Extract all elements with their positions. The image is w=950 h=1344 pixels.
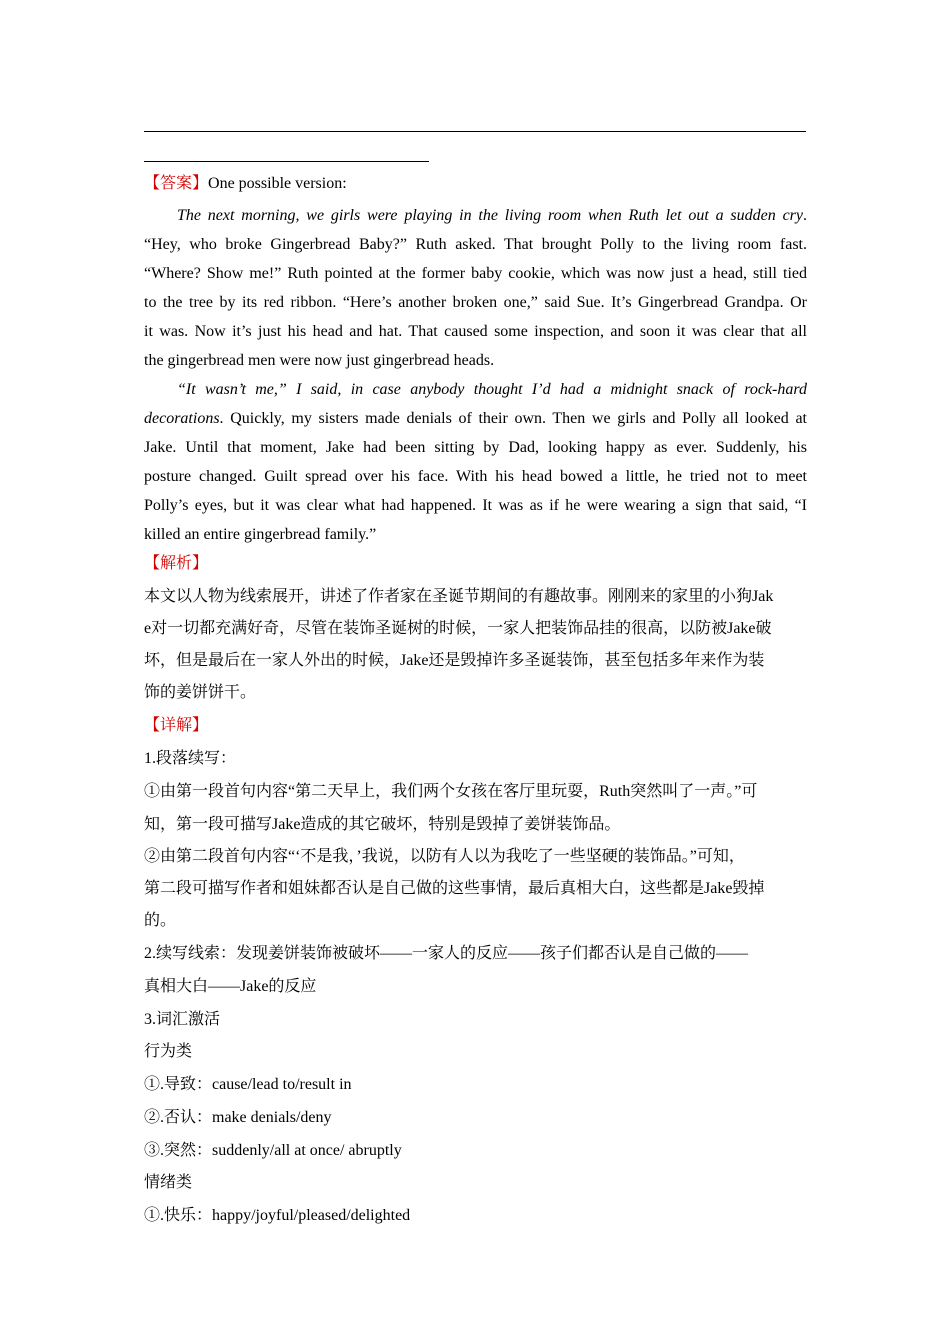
answer-intro: One possible version: [208,175,347,192]
detail-label: 【详解】 [144,717,209,734]
analysis-line-1: 本文以人物为线索展开，讲述了作者家在圣诞节期间的有趣故事。刚刚来的家里的小狗Jak [144,588,774,605]
detail-line-12: ②.否认：make denials/deny [144,1109,332,1126]
p1-line-5: it was. Now it’s just his head and hat. That caused some inspection, and soon it was clear that all [144,323,807,340]
p1-line-6: the gingerbread men were now just gingerbread heads. [144,352,495,369]
p2-line-2-italic: decorations [144,410,220,427]
answer-heading [144,174,347,194]
detail-line-14: 情绪类 [144,1174,193,1191]
detail-line-15: ①.快乐：happy/joyful/pleased/delighted [144,1207,411,1224]
p1-line-1 [177,206,807,226]
p2-line-1: “It wasn’t me,” I said, in case anybody thought I’d had a midnight snack of rock-hard [177,381,807,398]
detail-line-1: 1.段落续写： [144,750,237,767]
p1-line-1-tail: . [803,207,807,224]
p2-line-5: Polly’s eyes, but it was clear what had happened. It was as if he were wearing a sign that said, “I [144,497,807,514]
detail-line-8: 真相大白——Jake的反应 [144,978,317,995]
answer-blank-line-2 [144,161,429,162]
p1-line-4: to the tree by its red ribbon. “Here’s another broken one,” said Sue. It’s Gingerbread Grandpa. Or [144,294,807,311]
p1-line-1-italic: The next morning, we girls were playing in the living room when Ruth let out a sudden cry [177,207,803,224]
detail-line-11: ①.导致：cause/lead to/result in [144,1076,352,1093]
detail-line-5: 第二段可描写作者和姐妹都否认是自己做的这些事情，最后真相大白，这些都是Jake毁掉 [144,880,765,897]
detail-line-13: ③.突然：suddenly/all at once/ abruptly [144,1142,402,1159]
analysis-line-3: 坏，但是最后在一家人外出的时候，Jake还是毁掉许多圣诞装饰，甚至包括多年来作为装 [144,652,765,669]
detail-line-2: ①由第一段首句内容“第二天早上，我们两个女孩在客厅里玩耍，Ruth突然叫了一声。”可 [144,783,758,800]
detail-line-6: 的。 [144,912,177,929]
p2-line-6: killed an entire gingerbread family.” [144,526,377,543]
answer-label: 【答案】 [144,175,209,192]
p2-line-2-tail: . Quickly, my sisters made denials of their own. Then we girls and Polly all looked at [219,410,807,427]
p1-line-3: “Where? Show me!” Ruth pointed at the former baby cookie, which was now just a head, still tied [144,265,807,282]
p1-line-2: “Hey, who broke Gingerbread Baby?” Ruth asked. That brought Polly to the living room fast. [144,236,807,253]
detail-line-3: 知，第一段可描写Jake造成的其它破坏，特别是毁掉了姜饼装饰品。 [144,816,621,833]
analysis-line-4: 饰的姜饼饼干。 [144,684,257,701]
p2-line-4: posture changed. Guilt spread over his face. With his head bowed a little, he tried not to meet [144,468,807,485]
answer-blank-line-1 [144,131,806,132]
detail-line-4: ②由第二段首句内容“‘不是我，’我说，以防有人以为我吃了一些坚硬的装饰品。”可知， [144,848,745,865]
analysis-line-2: e对一切都充满好奇，尽管在装饰圣诞树的时候，一家人把装饰品挂的很高，以防被Jake破 [144,620,772,637]
detail-line-7: 2.续写线索：发现姜饼装饰被破坏——一家人的反应——孩子们都否认是自己做的—— [144,945,749,962]
p2-line-2 [144,409,807,429]
detail-line-9: 3.词汇激活 [144,1011,221,1028]
p2-line-3: Jake. Until that moment, Jake had been sitting by Dad, looking happy as ever. Suddenly, his [144,439,807,456]
detail-line-10: 行为类 [144,1043,193,1060]
analysis-label: 【解析】 [144,555,209,572]
